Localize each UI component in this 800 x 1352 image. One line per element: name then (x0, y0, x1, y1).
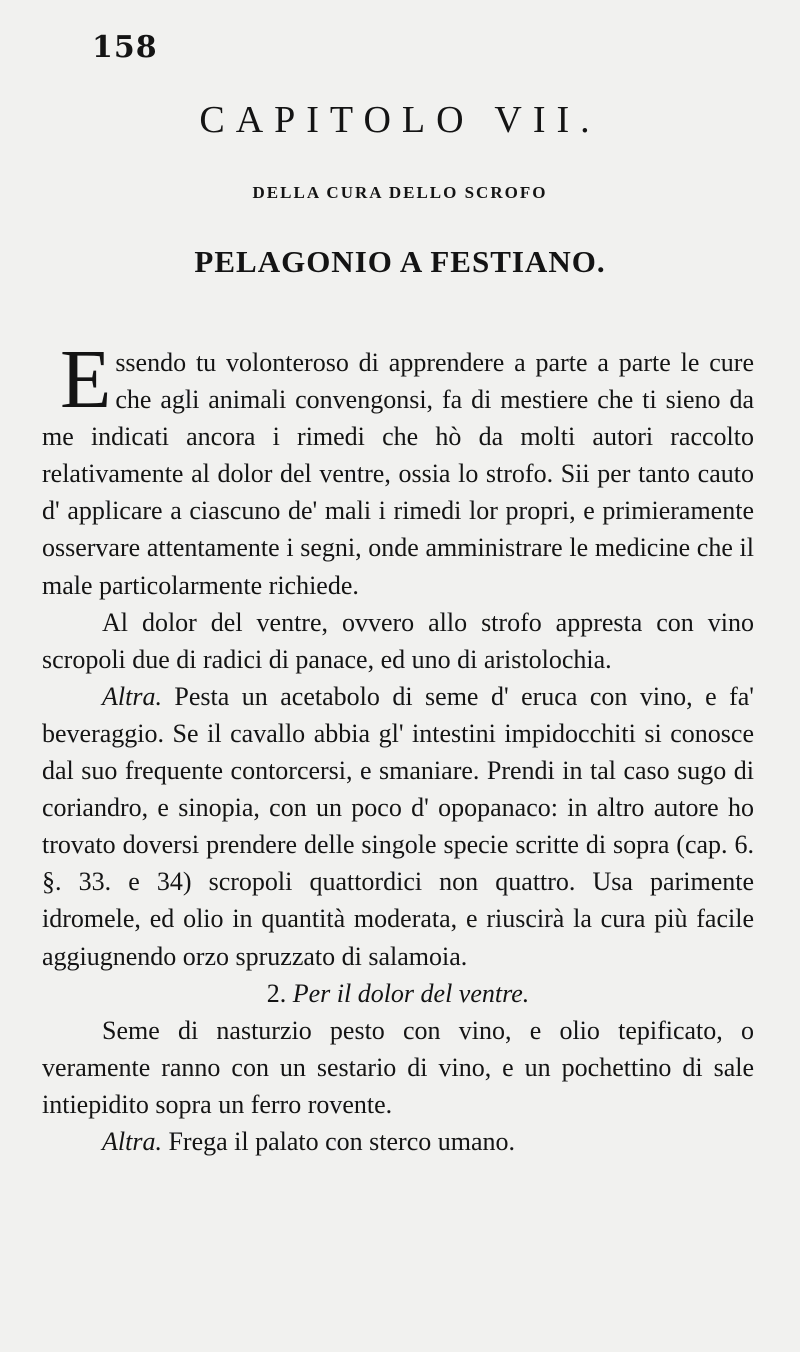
section-number: 2. (266, 978, 287, 1008)
paragraph-4: Seme di nasturzio pesto con vino, e olio tepificato, o veramente ranno con un sestario di vino, e un pochettino di sale intiepidito sopra un ferro rovente. (42, 1015, 754, 1119)
body-text (42, 333, 754, 1160)
page-number: 158 (92, 30, 158, 65)
paragraph-5 (42, 1123, 754, 1160)
section-heading (42, 975, 754, 1012)
chapter-subtitle: DELLA CURA DELLO SCROFO (252, 183, 548, 202)
paragraph-3-lead: Altra. (102, 681, 162, 711)
chapter-title: CAPITOLO VII. (199, 99, 601, 141)
drop-cap: E (60, 333, 112, 426)
paragraph-5-lead: Altra. (102, 1126, 162, 1156)
paragraph-3 (42, 678, 754, 975)
paragraph-1-text: ssendo tu volonteroso di apprendere a parte a parte le cure che agli animali convengonsi, fa di mestiere che ti sieno da me indicati ancora i rimedi che hò da molti autori raccolto relativamente al dolor del ventre, ossia lo strofo. Sii per tanto cauto d' applicare a ciascuno de' mali i rimedi lor propri, e primieramente osservare attentamente i segni, onde amministrare le medicine che il male particolarmente richiede. (42, 348, 754, 600)
paragraph-2: Al dolor del ventre, ovvero allo strofo appresta con vino scropoli due di radici di panace, ed uno di aristolochia. (42, 607, 754, 674)
paragraph-3-text: Pesta un acetabolo di seme d' eruca con vino, e fa' beveraggio. Se il cavallo abbia gl' intestini impidocchiti si conosce dal suo frequente contorcersi, e smaniare. Prendi in tal caso sugo di coriandro, e sinopia, con un poco d' opopanaco: in altro autore ho trovato doversi prendere delle singole specie scritte di sopra (cap. 6. §. 33. e 34) scropoli quattordici non quattro. Usa parimente idromele, ed olio in quantità moderata, e riuscirà la cura più facile aggiugnendo orzo spruzzato di salamoia. (42, 681, 754, 971)
chapter-heading: PELAGONIO A FESTIANO. (194, 244, 606, 279)
paragraph-5-text: Frega il palato con sterco umano. (161, 1126, 516, 1156)
section-title: Per il dolor del ventre. (286, 978, 530, 1008)
paragraph-1 (42, 333, 754, 604)
